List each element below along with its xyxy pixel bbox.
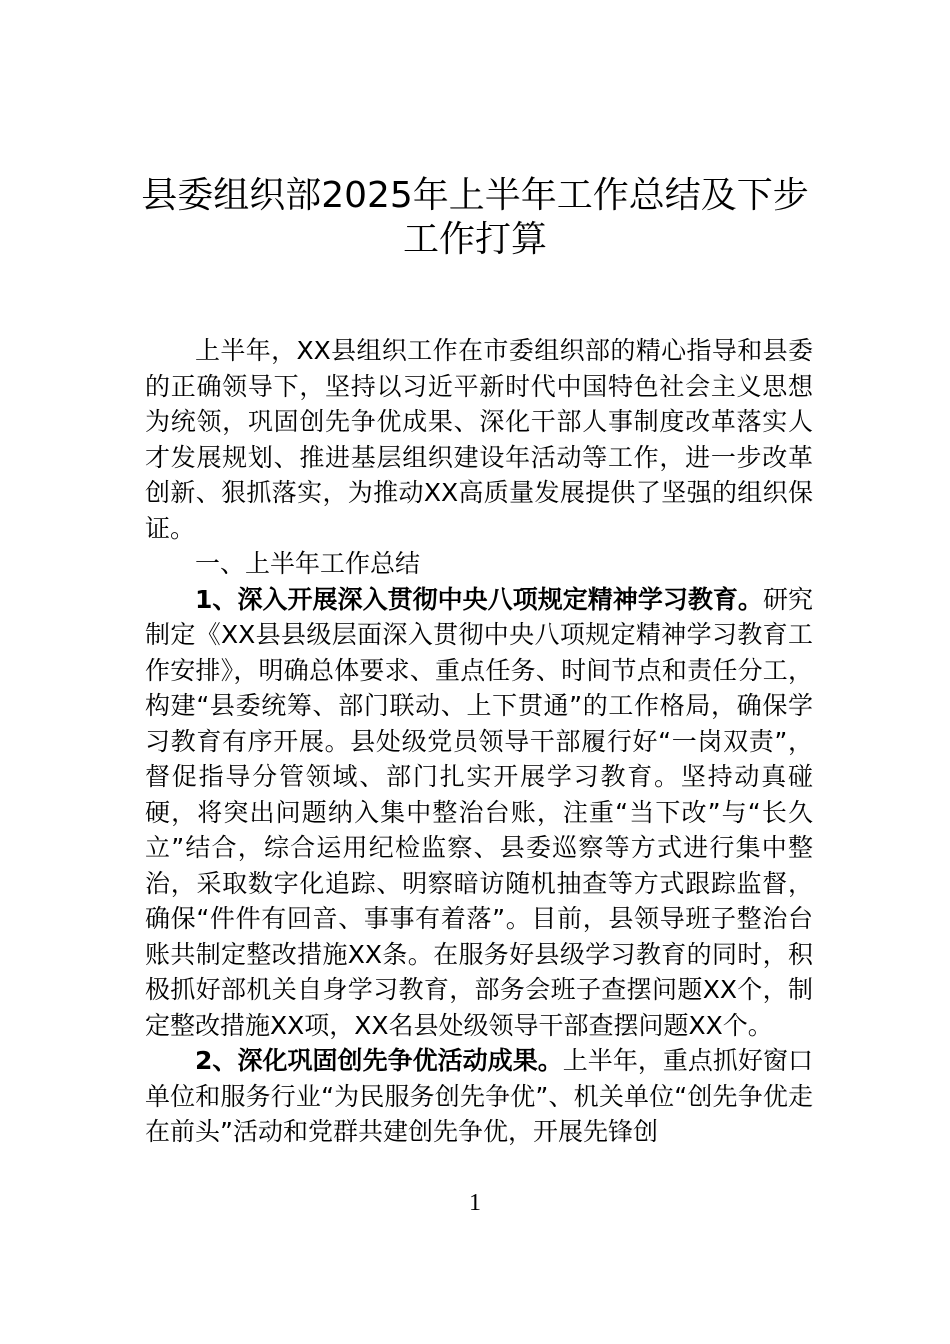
item-2-heading: 2、深化巩固创先争优活动成果。 bbox=[195, 1046, 563, 1075]
document-body bbox=[145, 333, 813, 1150]
item-2-body: 上半年，重点抓好窗口单位和服务行业“为民服务创先争优”、机关单位“创先争优走在前头”活动和党群共建创先争优，开展先锋创 bbox=[145, 1046, 813, 1146]
item-1-body: 研究制定《XX县县级层面深入贯彻中央八项规定精神学习教育工作安排》，明确总体要求、重点任务、时间节点和责任分工，构建“县委统筹、部门联动、上下贯通”的工作格局，确保学习教育有序开展。县处级党员领导干部履行好“一岗双责”，督促指导分管领域、部门扎实开展学习教育。坚持动真碰硬，将突出问题纳入集中整治台账，注重“当下改”与“长久立”结合，综合运用纪检监察、县委巡察等方式进行集中整治，采取数字化追踪、明察暗访随机抽查等方式跟踪监督，确保“件件有回音、事事有着落”。目前，县领导班子整治台账共制定整改措施XX条。在服务好县级学习教育的同时，积极抓好部机关自身学习教育，部务会班子查摆问题XX个，制定整改措施XX项，XX名县处级领导干部查摆问题XX个。 bbox=[145, 584, 813, 1040]
page-number: 1 bbox=[469, 1190, 481, 1216]
item-2-paragraph bbox=[145, 1043, 813, 1150]
document-title-line-1: 县委组织部2025年上半年工作总结及下步 bbox=[141, 175, 809, 216]
document-title-line-2: 工作打算 bbox=[402, 219, 547, 260]
item-1-heading: 1、深入开展深入贯彻中央八项规定精神学习教育。 bbox=[195, 584, 763, 614]
intro-paragraph: 上半年，XX县组织工作在市委组织部的精心指导和县委的正确领导下，坚持以习近平新时代中国特色社会主义思想为统领，巩固创先争优成果、深化干部人事制度改革落实人才发展规划、推进基层组织建设年活动等工作，进一步改革创新、狠抓落实，为推动XX高质量发展提供了坚强的组织保证。 bbox=[145, 336, 813, 543]
section-heading: 一、上半年工作总结 bbox=[195, 549, 421, 578]
item-1-paragraph bbox=[145, 582, 813, 1044]
